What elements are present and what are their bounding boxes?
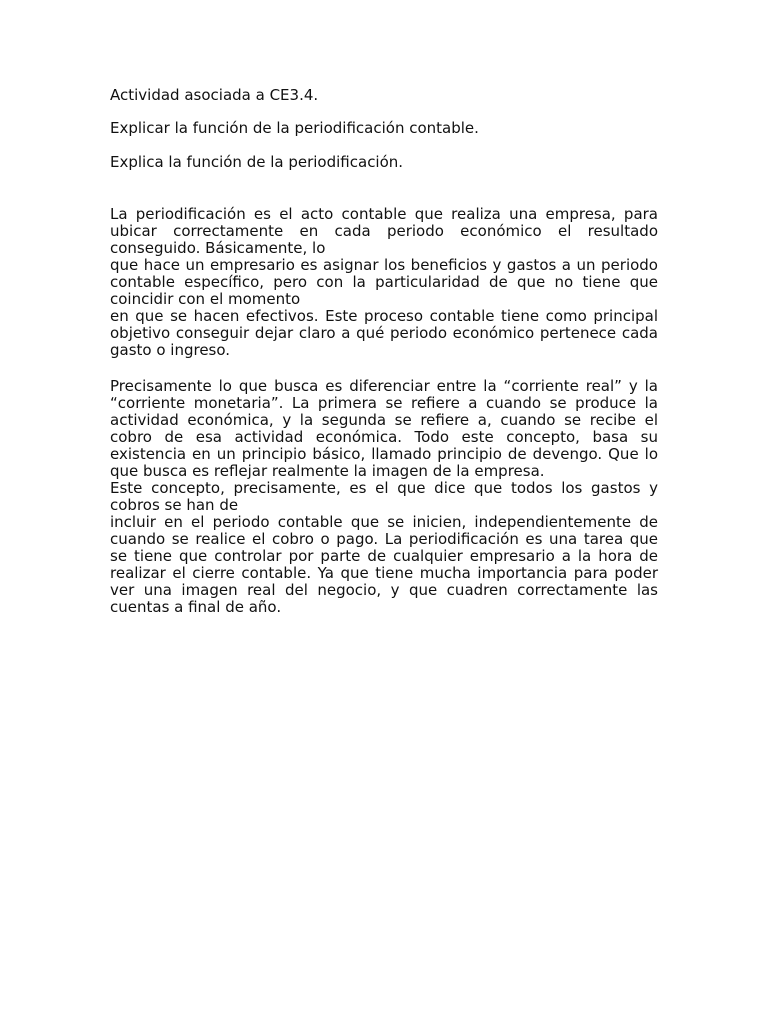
answer-paragraph-1-part-1: La periodificación es el acto contable que realiza una empresa, para ubicar correctamente en cada periodo económico el resultado conseguido. Básicamente, lo [110, 205, 658, 257]
answer-paragraph-1 [110, 206, 658, 359]
answer-paragraph-1-part-3: en que se hacen efectivos. Este proceso contable tiene como principal objetivo conseguir dejar claro a qué periodo económico pertenece cada gasto o ingreso. [110, 307, 658, 359]
task-statement: Explicar la función de la periodificación contable. [110, 119, 479, 137]
answer-paragraph-2 [110, 378, 658, 616]
answer-paragraph-2-part-2: Este concepto, precisamente, es el que dice que todos los gastos y cobros se han de [110, 479, 658, 514]
answer-paragraph-1-part-2: que hace un empresario es asignar los beneficios y gastos a un periodo contable específico, pero con la particularidad de que no tiene que coincidir con el momento [110, 256, 658, 308]
question-line: Explica la función de la periodificación. [110, 153, 404, 171]
answer-paragraph-2-part-1: Precisamente lo que busca es diferenciar entre la “corriente real” y la “corriente monetaria”. La primera se refiere a cuando se produce la actividad económica, y la segunda se refiere a, cuando se recibe el cobro de esa actividad económica. Todo este concepto, basa su existencia en un principio básico, llamado principio de devengo. Que lo que busca es reflejar realmente la imagen de la empresa. [110, 377, 658, 480]
answer-paragraph-2-part-3: incluir en el periodo contable que se inicien, independientemente de cuando se realice el cobro o pago. La periodificación es una tarea que se tiene que controlar por parte de cualquier empresario a la hora de realizar el cierre contable. Ya que tiene mucha importancia para poder ver una imagen real del negocio, y que cuadren correctamente las cuentas a final de año. [110, 513, 658, 616]
activity-heading: Actividad asociada a CE3.4. [110, 86, 319, 104]
